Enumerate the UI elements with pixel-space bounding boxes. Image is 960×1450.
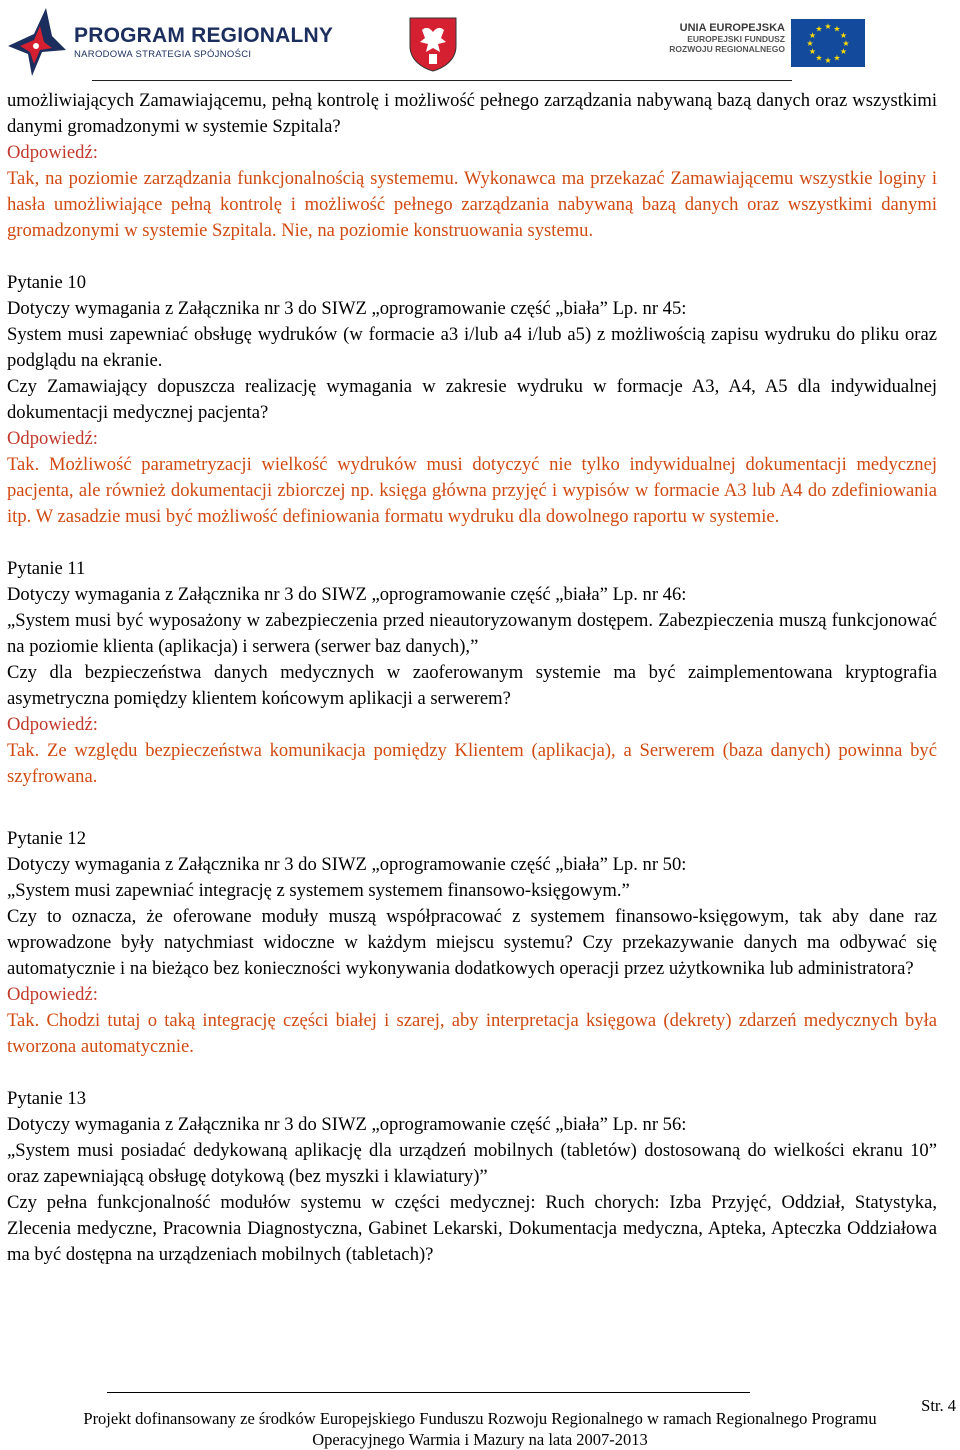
svg-text:★: ★	[842, 39, 850, 48]
question-12-answer: Tak. Chodzi tutaj o taką integrację części białej i szarej, aby interpretacja księgowa (dekrety) zdarzeń medycznych była tworzona automatycznie.	[7, 1010, 937, 1057]
program-regionalny-logo	[6, 6, 333, 78]
star-logo-icon	[6, 6, 68, 78]
svg-text:★: ★	[815, 24, 823, 34]
svg-text:★: ★	[806, 39, 814, 48]
question-13-title: Pytanie 13	[7, 1088, 87, 1109]
question-12-text: Czy to oznacza, że oferowane moduły muszą współpracować z systemem finansowo-księgowym, tak aby dane raz wprowadzone były natychmiast widoczne w każdym miejscu systemu? Czy przekazywanie danych ma odbywać się automatycznie i na bieżąco bez konieczności wykonywania dodatkowych operacji przez użytkownika lub administratora?	[7, 906, 937, 979]
footer-divider	[107, 1392, 750, 1393]
question-11-answer: Tak. Ze względu bezpieczeństwa komunikacja pomiędzy Klientem (aplikacja), a Serwerem (baza danych) powinna być szyfrowana.	[7, 740, 937, 787]
question-12-requirement: „System musi zapewniać integrację z systemem systemem finansowo-księgowym.”	[7, 880, 630, 901]
eu-line-1: EUROPEJSKI FUNDUSZ	[687, 34, 785, 44]
question-11-reference: Dotyczy wymagania z Załącznika nr 3 do SIWZ „oprogramowanie część „biała” Lp. nr 46:	[7, 584, 687, 605]
question-10-reference: Dotyczy wymagania z Załącznika nr 3 do SIWZ „oprogramowanie część „biała” Lp. nr 45:	[7, 298, 687, 319]
question-12-title: Pytanie 12	[7, 828, 87, 849]
page-footer	[0, 1408, 960, 1450]
intro-answer: Tak, na poziomie zarządzania funkcjonalnością systememu. Wykonawca ma przekazać Zamawiającemu wszystkie loginy i hasła umożliwiające pełną kontrolę i możliwość pełnego zarządzania nabywaną bazą danych oraz wszystkimi danymi gromadzonymi w systemie Szpitala. Nie, na poziomie konstruowania systemu.	[7, 168, 937, 241]
question-12-reference: Dotyczy wymagania z Załącznika nr 3 do SIWZ „oprogramowanie część „biała” Lp. nr 50:	[7, 854, 687, 875]
eu-title: UNIA EUROPEJSKA	[679, 22, 785, 34]
question-12-answer-label: Odpowiedź:	[7, 984, 98, 1005]
footer-line-1: Projekt dofinansowany ze środków Europejskiego Funduszu Rozwoju Regionalnego w ramach Regionalnego Programu	[83, 1409, 877, 1428]
eu-line-2: ROZWOJU REGIONALNEGO	[669, 44, 785, 54]
eu-flag-icon	[791, 19, 865, 67]
question-11-requirement: „System musi być wyposażony w zabezpieczenia przed nieautoryzowanym dostępem. Zabezpieczenia muszą funkcjonować na poziomie klienta (aplikacja) i serwera (serwer baz danych),”	[7, 610, 937, 657]
question-11-title: Pytanie 11	[7, 558, 86, 579]
question-13-requirement: „System musi posiadać dedykowaną aplikację dla urządzeń mobilnych (tabletów) dostosowaną do wielkości ekranu 10” oraz zapewniającą obsługę dotykową (bez myszki i klawiatury)”	[7, 1140, 937, 1187]
svg-text:★: ★	[833, 24, 841, 34]
header-divider	[92, 80, 792, 81]
svg-text:★: ★	[808, 47, 817, 56]
intro-answer-label: Odpowiedź:	[7, 142, 98, 163]
intro-question: umożliwiających Zamawiającemu, pełną kontrolę i możliwość pełnego zarządzania nabywaną bazą danych oraz wszystkimi danymi gromadzonymi w systemie Szpitala?	[7, 90, 937, 137]
question-13-reference: Dotyczy wymagania z Załącznika nr 3 do SIWZ „oprogramowanie część „biała” Lp. nr 56:	[7, 1114, 687, 1135]
question-11-text: Czy dla bezpieczeństwa danych medycznych w zaoferowanym systemie ma być zaimplementowana kryptografia asymetryczna pomiędzy klientem końcowym aplikacji a serwerem?	[7, 662, 937, 709]
question-10-answer: Tak. Możliwość parametryzacji wielkość wydruków musi dotyczyć nie tylko indywidualnej dokumentacji medycznej pacjenta, ale również dokumentacji zbiorczej np. księga główna przyjęć i wypisów w formacie A3 lub A4 do zdefiniowania itp. W zasadzie musi być możliwość definiowania formatu wydruku dla dowolnego raportu w systemie.	[7, 454, 937, 527]
svg-text:★: ★	[824, 56, 832, 65]
page-number: Str. 4	[921, 1396, 956, 1415]
svg-text:★: ★	[839, 31, 848, 40]
program-subtitle: NARODOWA STRATEGIA SPÓJNOŚCI	[74, 48, 252, 60]
coat-of-arms-icon	[408, 16, 458, 72]
svg-text:★: ★	[839, 47, 848, 56]
svg-text:★: ★	[815, 53, 823, 63]
question-11-answer-label: Odpowiedź:	[7, 714, 98, 735]
document-body	[7, 88, 937, 1268]
warmia-mazury-crest	[408, 16, 458, 77]
question-10-text: Czy Zamawiający dopuszcza realizację wymagania w zakresie wydruku w formacje A3, A4, A5 dla indywidualnej dokumentacji medycznej pacjenta?	[7, 376, 937, 423]
question-10-title: Pytanie 10	[7, 272, 87, 293]
question-10-requirement: System musi zapewniać obsługę wydruków (w formacie a3 i/lub a4 i/lub a5) z możliwością zapisu wydruku do pliku oraz podglądu na ekranie.	[7, 324, 937, 371]
question-13-text: Czy pełna funkcjonalność modułów systemu w części medycznej: Ruch chorych: Izba Przyjęć, Oddział, Statystyka, Zlecenia medyczne, Pracownia Diagnostyczna, Gabinet Lekarski, Dokumentacja medyczna, Apteka, Apteczka Oddziałowa ma być dostępna na urządzeniach mobilnych (tabletach)?	[7, 1192, 937, 1265]
question-10-answer-label: Odpowiedź:	[7, 428, 98, 449]
svg-text:★: ★	[833, 53, 841, 63]
svg-text:★: ★	[808, 31, 817, 40]
eu-label	[669, 22, 785, 54]
footer-line-2: Operacyjnego Warmia i Mazury na lata 2007-2013	[312, 1430, 648, 1449]
program-title: PROGRAM REGIONALNY	[74, 23, 334, 47]
svg-text:★: ★	[824, 22, 832, 31]
page-header	[0, 0, 960, 82]
